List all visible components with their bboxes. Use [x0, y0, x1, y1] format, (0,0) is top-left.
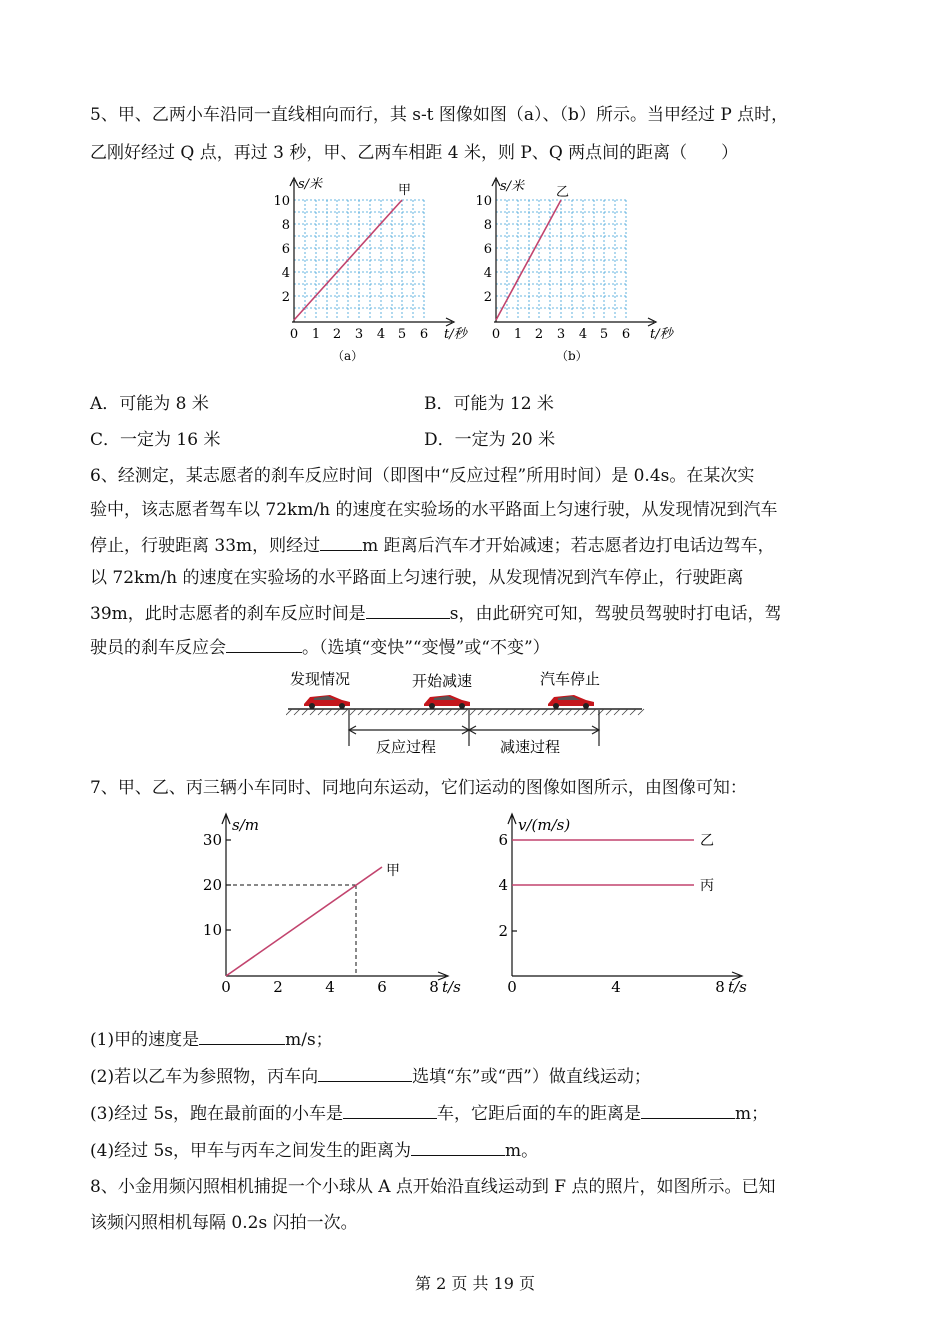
- car-icon: [304, 695, 350, 709]
- q7-sub4-text-b: m。: [505, 1141, 539, 1161]
- q7-line1: 7、甲、乙、丙三辆小车同时、同地向东运动，它们运动的图像如图所示，由图像可知：: [90, 778, 747, 798]
- graph-b-ytick: 8: [483, 218, 492, 233]
- graph-a-grid: [294, 200, 424, 320]
- vt-graph-y-ticks: [498, 831, 508, 940]
- q7-blank-front-car[interactable]: [343, 1101, 437, 1119]
- q8-line2: 该频闪照相机每隔 0.2s 闪拍一次。: [90, 1213, 358, 1233]
- graph-b-ytick: 2: [483, 290, 492, 305]
- graph-b: [464, 172, 694, 372]
- graph-a: [262, 172, 482, 372]
- q5-option-c[interactable]: C．一定为 16 米: [90, 430, 221, 450]
- vt-graph-xtick: 4: [611, 978, 621, 996]
- st-graph-x-ticks: [221, 978, 439, 996]
- q6-blank-reaction-time[interactable]: [366, 601, 450, 619]
- vt-graph-ytick: 4: [498, 876, 508, 894]
- car-icon: [424, 695, 470, 709]
- q7-sub4: [90, 1138, 538, 1162]
- braking-diagram: [286, 664, 646, 760]
- q6-line6-text-b: 。（选填“变快”“变慢”或“不变”）: [302, 638, 550, 658]
- graph-a-xtick: 3: [354, 327, 364, 342]
- st-graph-ytick: 30: [202, 831, 222, 849]
- q7-blank-gap[interactable]: [641, 1101, 735, 1119]
- graph-b-xtick: 1: [513, 327, 523, 342]
- vt-graph-ytick: 6: [498, 831, 508, 849]
- graph-a-ytick: 10: [273, 194, 290, 209]
- q6-blank-distance[interactable]: [320, 533, 362, 551]
- graph-a-caption: （a）: [332, 349, 364, 363]
- st-graph-xtick: 8: [429, 978, 439, 996]
- graph-a-ytick: 4: [281, 266, 290, 281]
- st-graph-ytick: 20: [202, 876, 222, 894]
- graph-b-xtick: 2: [534, 327, 544, 342]
- page-footer: 第 2 页 共 19 页: [415, 1274, 535, 1293]
- label-decel: 开始减速: [412, 672, 473, 690]
- q6-blank-reaction-change[interactable]: [226, 635, 302, 653]
- q7-sub3-text-c: m；: [735, 1104, 769, 1124]
- graph-a-xtick: 0: [289, 327, 299, 342]
- graph-a-xtick: 2: [332, 327, 342, 342]
- st-graph-x-label: t/s: [442, 978, 461, 996]
- graph-a-y-ticks: [273, 194, 290, 305]
- q5-line2: 乙刚好经过 Q 点，再过 3 秒，甲、乙两车相距 4 米，则 P、Q 两点间的距离（ ）: [90, 143, 739, 163]
- st-graph-y-label: s/m: [232, 816, 259, 834]
- q6-line6-text-a: 驶员的刹车反应会: [90, 638, 226, 658]
- label-stop: 汽车停止: [540, 670, 601, 688]
- st-graph-line-label: 甲: [386, 863, 400, 879]
- q6-line3-text-a: 停止，行驶距离 33m，则经过: [90, 536, 321, 556]
- st-graph-xtick: 0: [221, 978, 231, 996]
- graph-a-xtick: 6: [419, 327, 429, 342]
- vt-graph: [482, 810, 762, 1000]
- graph-a-x-label: t/秒: [444, 327, 467, 342]
- graph-b-line-label: 乙: [556, 185, 570, 200]
- graph-b-grid: [496, 200, 626, 320]
- q6-line3: [90, 533, 775, 557]
- q5-option-d[interactable]: D．一定为 20 米: [424, 430, 556, 450]
- st-graph: [196, 810, 476, 1000]
- q6-line2: 验中，该志愿者驾车以 72km/h 的速度在实验场的水平路面上匀速行驶，从发现情况到汽车: [90, 500, 778, 520]
- q6-line1: 6、经测定，某志愿者的刹车反应时间（即图中“反应过程”所用时间）是 0.4s。在某次实: [90, 466, 755, 486]
- q6-line5: [90, 601, 782, 625]
- q6-line4: 以 72km/h 的速度在实验场的水平路面上匀速行驶，从发现情况到汽车停止，行驶距离: [90, 568, 744, 588]
- q7-sub1-text-a: (1)甲的速度是: [90, 1030, 200, 1050]
- q6-line6: [90, 635, 550, 659]
- q7-sub1: [90, 1027, 333, 1051]
- q7-blank-distance[interactable]: [411, 1138, 505, 1156]
- st-graph-xtick: 2: [273, 978, 283, 996]
- graph-b-xtick: 0: [491, 327, 501, 342]
- graph-b-ytick: 10: [475, 194, 492, 209]
- graph-a-ytick: 6: [281, 242, 290, 257]
- graph-a-ytick: 2: [281, 290, 290, 305]
- q6-line5-text-b: s，由此研究可知，驾驶员驾驶时打电话，驾: [449, 604, 782, 624]
- q5-option-a[interactable]: A．可能为 8 米: [90, 394, 209, 414]
- graph-a-line-label: 甲: [398, 183, 412, 198]
- q7-sub1-text-b: m/s；: [285, 1030, 333, 1050]
- q5-option-b[interactable]: B．可能为 12 米: [424, 394, 554, 414]
- q7-blank-speed[interactable]: [199, 1027, 285, 1045]
- q7-sub4-text-a: (4)经过 5s，甲车与丙车之间发生的距离为: [90, 1141, 412, 1161]
- vt-graph-line1-label: 乙: [700, 833, 714, 849]
- q7-sub2: [90, 1064, 651, 1088]
- st-graph-line-jia: [226, 867, 382, 976]
- graph-a-ytick: 8: [281, 218, 290, 233]
- car-icon: [548, 695, 594, 709]
- graph-b-xtick: 6: [621, 327, 631, 342]
- graph-b-ytick: 6: [483, 242, 492, 257]
- st-graph-xtick: 6: [377, 978, 387, 996]
- graph-b-xtick: 4: [578, 327, 588, 342]
- q7-blank-direction[interactable]: [318, 1064, 412, 1082]
- q5-line1: 5、甲、乙两小车沿同一直线相向而行，其 s-t 图像如图（a）、（b）所示。当甲经过 P 点时，: [90, 105, 789, 125]
- graph-a-xtick: 4: [376, 327, 386, 342]
- q6-line5-text-a: 39m，此时志愿者的刹车反应时间是: [90, 604, 366, 624]
- graph-b-caption: （b）: [556, 349, 588, 363]
- st-graph-xtick: 4: [325, 978, 335, 996]
- graph-b-xtick: 3: [556, 327, 566, 342]
- graph-b-y-ticks: [475, 194, 492, 305]
- label-reaction: 反应过程: [376, 738, 437, 756]
- q7-sub3-text-b: 车，它距后面的车的距离是: [437, 1104, 642, 1124]
- q7-sub2-text-b: 选填“东”或“西”）做直线运动；: [412, 1067, 651, 1087]
- graph-b-ytick: 4: [483, 266, 492, 281]
- vt-graph-ytick: 2: [498, 922, 508, 940]
- label-braking: 减速过程: [500, 738, 561, 756]
- graph-b-x-ticks: [492, 327, 630, 342]
- graph-a-xtick: 1: [311, 327, 321, 342]
- road-hatch: [286, 709, 644, 715]
- vt-graph-line2-label: 丙: [700, 878, 714, 894]
- graph-b-y-label: s/米: [500, 179, 525, 194]
- q6-line3-text-b: m 距离后汽车才开始减速；若志愿者边打电话边驾车，: [362, 536, 775, 556]
- graph-b-xtick: 5: [599, 327, 609, 342]
- q7-sub3-text-a: (3)经过 5s，跑在最前面的小车是: [90, 1104, 344, 1124]
- vt-graph-x-label: t/s: [728, 978, 747, 996]
- q8-line1: 8、小金用频闪照相机捕捉一个小球从 A 点开始沿直线运动到 F 点的照片，如图所示。已知: [90, 1177, 776, 1197]
- st-graph-ytick: 10: [202, 921, 222, 939]
- label-found: 发现情况: [290, 670, 351, 688]
- graph-a-xtick: 5: [397, 327, 407, 342]
- q7-sub3: [90, 1101, 768, 1125]
- vt-graph-xtick: 8: [715, 978, 725, 996]
- vt-graph-x-ticks: [507, 978, 725, 996]
- q7-sub2-text-a: (2)若以乙车为参照物，丙车向: [90, 1067, 319, 1087]
- vt-graph-y-label: v/(m/s): [518, 816, 571, 834]
- vt-graph-xtick: 0: [507, 978, 517, 996]
- st-graph-y-ticks: [203, 831, 222, 939]
- graph-a-x-ticks: [290, 327, 428, 342]
- graph-b-x-label: t/秒: [650, 327, 673, 342]
- graph-a-y-label: s/米: [298, 177, 323, 192]
